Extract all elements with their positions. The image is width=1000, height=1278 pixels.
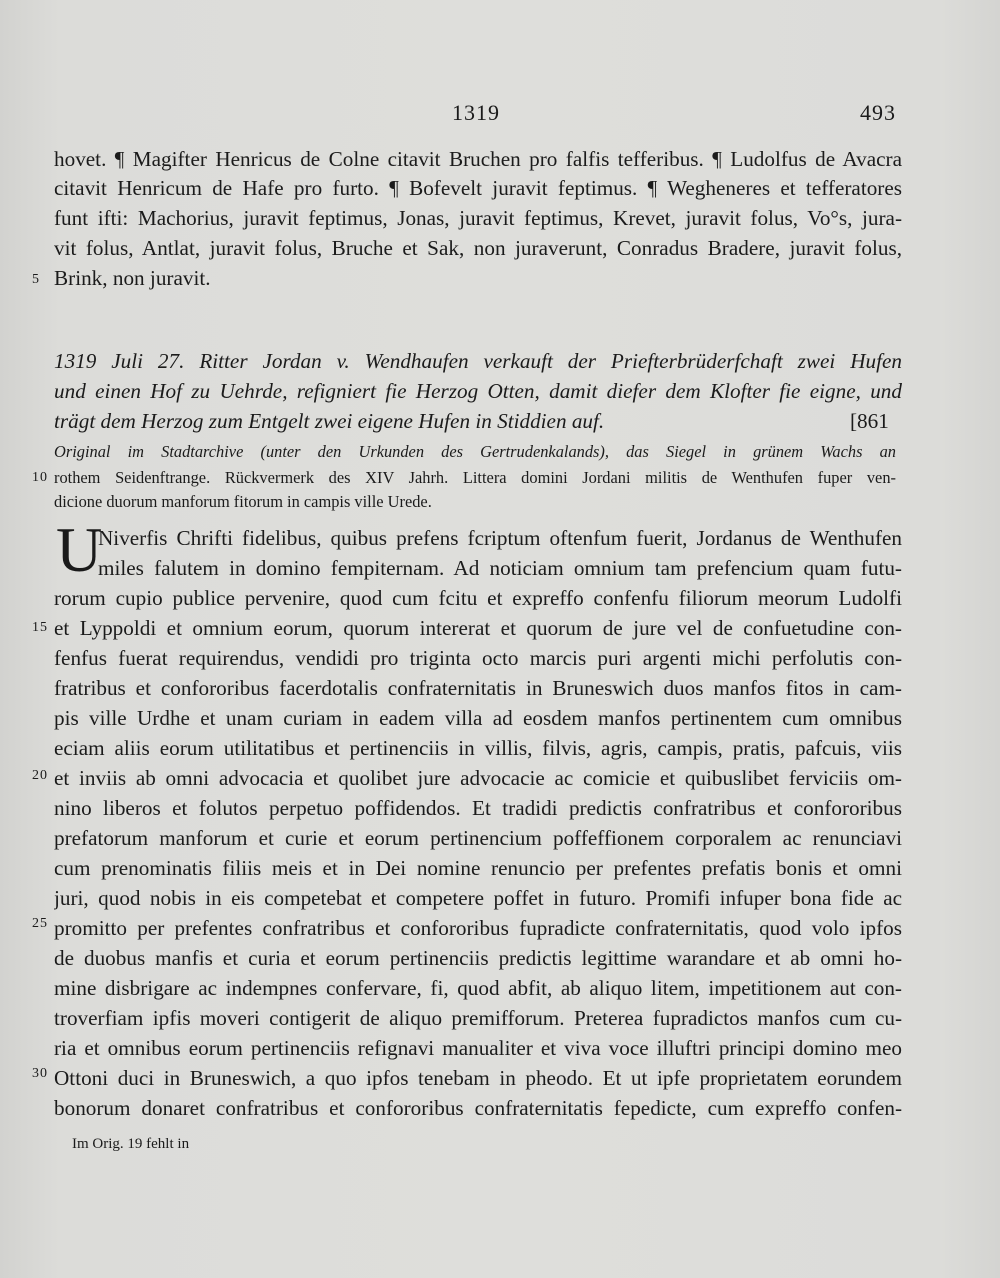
text-line: Brink, non juravit. [54, 266, 211, 290]
charter-line: troverfiam ipfis moveri contigerit de aliquo premifforum. Preterea fupradictos manfos cum cu- [54, 1006, 902, 1030]
charter-line: mine disbrigare ac indempnes confervare, fi, quod abfit, ab aliquo litem, impetitionem aut con- [54, 976, 902, 1000]
charter-line: prefatorum manforum et curie et eorum pertinencium poffeffionem corporalem ac renunciavi [54, 826, 902, 850]
charter-line: promitto per prefentes confratribus et confororibus fupradicte confraternitatis, quod volo ipfos [54, 916, 902, 940]
line-number: 15 [32, 620, 48, 635]
charter-line: rorum cupio publice pervenire, quod cum fcitu et expreffo confenfu filiorum meorum Ludolfi [54, 586, 902, 610]
text-line: hovet. ¶ Magifter Henricus de Colne citavit Bruchen pro falfis tefferibus. ¶ Ludolfus de Avacra [54, 147, 902, 171]
line-number: 5 [32, 272, 40, 287]
charter-line: et inviis ab omni advocacia et quolibet jure advocacie ac comicie et quibuslibet ferviciis om- [54, 766, 902, 790]
source-note-line: Original im Stadtarchive (unter den Urkunden des Gertrudenkalands), das Siegel in grünem Wachs an [54, 442, 896, 461]
source-note-line: rothem Seidenftrange. Rückvermerk des XIV Jahrh. Littera domini Jordani militis de Wenthufen fuper ven- [54, 468, 896, 487]
source-note-line: dicione duorum manforum fitorum in campis ville Urede. [54, 492, 432, 511]
line-number: 20 [32, 768, 48, 783]
charter-line: fenfus fuerat requirendus, vendidi pro triginta octo marcis puri argenti michi perfolutis con- [54, 646, 902, 670]
charter-line: Niverfis Chrifti fidelibus, quibus prefens fcriptum oftenfum fuerit, Jordanus de Wenthufen [98, 526, 902, 550]
charter-line: juri, quod nobis in eis competebat et competere poffet in futuro. Promifi infuper bona fide ac [54, 886, 902, 910]
page-number: 493 [860, 100, 896, 125]
regest-heading-line: 1319 Juli 27. Ritter Jordan v. Wendhaufen verkauft der Priefterbrüderfchaft zwei Hufen [54, 349, 902, 373]
text-line: citavit Henricum de Hafe pro furto. ¶ Bofevelt juravit feptimus. ¶ Wegheneres et tefferatores [54, 176, 902, 200]
charter-line: cum prenominatis filiis meis et in Dei nomine renuncio per prefentes prefatis bonis et omni [54, 856, 902, 880]
line-number: 30 [32, 1066, 48, 1081]
charter-line: pis ville Urdhe et unam curiam in eadem villa ad eosdem manfos pertinentem cum omnibus [54, 706, 902, 730]
footnote: Im Orig. 19 fehlt in [72, 1136, 190, 1152]
charter-line: fratribus et confororibus facerdotalis confraternitatis in Bruneswich duos manfos fitos in cam- [54, 676, 902, 700]
regest-heading-line: trägt dem Herzog zum Entgelt zwei eigene Hufen in Stiddien auf. [54, 409, 605, 433]
charter-line: nino liberos et folutos perpetuo poffidendos. Et tradidi predictis confratribus et confororibus [54, 796, 902, 820]
charter-line: et Lyppoldi et omnium eorum, quorum intererat et quorum de jure vel de confuetudine con- [54, 616, 902, 640]
document-number: [861 [850, 409, 889, 433]
charter-line: Ottoni duci in Bruneswich, a quo ipfos tenebam in pheodo. Et ut ipfe proprietatem eorundem [54, 1066, 902, 1090]
text-line: vit folus, Antlat, juravit folus, Bruche et Sak, non juraverunt, Conradus Bradere, juravit folus, [54, 236, 902, 260]
line-number: 10 [32, 470, 48, 485]
charter-line: eciam aliis eorum utilitatibus et pertinenciis in villis, filvis, agris, campis, pratis, pafcuis, viis [54, 736, 902, 760]
charter-line: de duobus manfis et curia et eorum pertinenciis predictis legittime warandare et ab omni ho- [54, 946, 902, 970]
line-number: 25 [32, 916, 48, 931]
regest-heading-line: und einen Hof zu Uehrde, refigniert fie Herzog Otten, damit diefer dem Klofter fie eigne, und [54, 379, 902, 403]
running-head-year: 1319 [452, 100, 500, 125]
charter-line: bonorum donaret confratribus et confororibus confraternitatis fepedicte, cum expreffo confen- [54, 1096, 902, 1120]
text-line: funt ifti: Machorius, juravit feptimus, Jonas, juravit feptimus, Krevet, juravit folus, Vo°s, jura- [54, 206, 902, 230]
decorated-initial: U [56, 514, 103, 585]
charter-line: ria et omnibus eorum pertinenciis refignavi manualiter et viva voce illuftri principi domino meo [54, 1036, 902, 1060]
charter-line: miles falutem in domino fempiternam. Ad noticiam omnium tam prefencium quam futu- [98, 556, 902, 580]
